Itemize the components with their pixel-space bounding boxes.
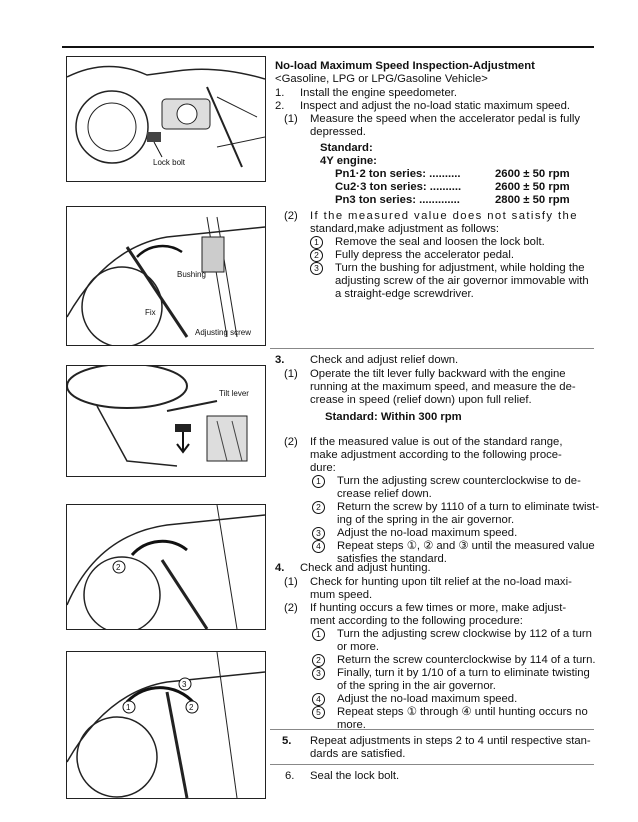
step-item-line: crease relief down.: [337, 488, 432, 500]
step-marker: [312, 527, 325, 541]
standard-value: 2600 ± 50 rpm: [495, 168, 570, 180]
step-2-sub1-line1: Measure the speed when the accelerator pedal is fully: [310, 113, 581, 125]
step-marker: [312, 667, 325, 681]
step-item-line: or more.: [337, 641, 380, 653]
step-2-sub1-line2: depressed.: [310, 126, 366, 138]
step-marker: [312, 706, 325, 720]
paragraph-line: If hunting occurs a few times or more, make adjust-: [310, 602, 567, 614]
step-marker: [312, 501, 325, 515]
figure-tilt-lever: [66, 365, 266, 477]
step-3-sub2-num: (2): [284, 436, 298, 448]
standard-label: Standard:: [320, 142, 373, 154]
divider-1: [270, 348, 594, 349]
section-title: No-load Maximum Speed Inspection-Adjustment: [275, 60, 535, 72]
step-2-sub2-line2: standard,make adjustment as follows:: [310, 223, 500, 235]
bushing-illustration: [67, 207, 265, 345]
standard-series: Pn3 ton series: .............: [335, 194, 460, 206]
figure-lock-bolt: [66, 56, 266, 182]
step-item-line: Turn the adjusting screw counterclockwise to de-: [337, 475, 581, 487]
step-3-num: 3.: [275, 354, 285, 366]
relief-adjust-illustration: [67, 505, 265, 629]
circled-number: 4: [312, 693, 325, 706]
step-2-sub2-line1: If the measured value does not satisfy the: [310, 210, 578, 222]
paragraph-line: If the measured value is out of the standard range,: [310, 436, 563, 448]
top-rule: [62, 46, 594, 48]
step-3-text: Check and adjust relief down.: [310, 354, 459, 366]
tilt-lever-illustration: [67, 366, 265, 476]
paragraph-line: make adjustment according to the following proce-: [310, 449, 562, 461]
circled-number: 3: [312, 667, 325, 680]
step-2-sub1-num: (1): [284, 113, 298, 125]
figure-relief-adjust: [66, 504, 266, 630]
circled-number: 4: [312, 540, 325, 553]
tilt-lever-label: Tilt lever: [219, 389, 249, 398]
circled-number: 5: [312, 706, 325, 719]
step-item-line: adjusting screw of the air governor immovable with: [335, 275, 589, 287]
circled-number: 2: [312, 501, 325, 514]
circled-number: 1: [310, 236, 323, 249]
step-item-line: a straight-edge screwdriver.: [335, 288, 474, 300]
step-item-line: Turn the adjusting screw clockwise by 112 of a turn: [337, 628, 592, 640]
step-marker: [310, 262, 323, 276]
step-3-sub1-num: (1): [284, 368, 298, 380]
paragraph-line: mum speed.: [310, 589, 373, 601]
divider-2: [270, 729, 594, 730]
paragraph-line: Repeat adjustments in steps 2 to 4 until respective stan-: [310, 735, 591, 747]
step-item-line: ing of the spring in the air governor.: [337, 514, 515, 526]
step-item-line: Adjust the no-load maximum speed.: [337, 693, 518, 705]
lock-bolt-illustration: [67, 57, 265, 181]
step-marker: [312, 654, 325, 668]
standard-value: 2600 ± 50 rpm: [495, 181, 570, 193]
step-marker: [312, 475, 325, 489]
figure-hunting-adjust: [66, 651, 266, 799]
paragraph-line: dure:: [310, 462, 336, 474]
paragraph-line: Check for hunting upon tilt relief at the no-load maxi-: [310, 576, 572, 588]
hunting-adjust-illustration: [67, 652, 265, 798]
paragraph-line: running at the maximum speed, and measure the de-: [310, 381, 576, 393]
bushing-label: Bushing: [177, 270, 206, 279]
circled-number: 3: [312, 527, 325, 540]
step-4-num: 4.: [275, 562, 285, 574]
circle-2b-label: 2: [189, 703, 194, 712]
step-4-sub1-num: (1): [284, 576, 298, 588]
step-item-line: Return the screw counterclockwise by 114 of a turn.: [337, 654, 596, 666]
step-item-line: Remove the seal and loosen the lock bolt.: [335, 236, 545, 248]
step-item-line: satisfies the standard.: [337, 553, 447, 565]
step-item-line: Adjust the no-load maximum speed.: [337, 527, 518, 539]
circle-2-label: 2: [116, 563, 121, 572]
circled-number: 2: [310, 249, 323, 262]
step-marker: [312, 628, 325, 642]
adjusting-screw-label: Adjusting screw: [195, 328, 252, 337]
step-6-num: 6.: [285, 770, 295, 782]
step-6-text: Seal the lock bolt.: [310, 770, 400, 782]
step-item-line: Turn the bushing for adjustment, while holding the: [335, 262, 585, 274]
step-3-standard: Standard: Within 300 rpm: [325, 411, 462, 423]
circled-number: 1: [312, 475, 325, 488]
step-marker: [312, 693, 325, 707]
engine-label: 4Y engine:: [320, 155, 377, 167]
step-item-line: of the spring in the air governor.: [337, 680, 496, 692]
step-item-line: Finally, turn it by 1/10 of a turn to eliminate twisting: [337, 667, 590, 679]
step-item-line: more.: [337, 719, 366, 731]
divider-3: [270, 764, 594, 765]
vehicle-types: <Gasoline, LPG or LPG/Gasoline Vehicle>: [275, 73, 488, 85]
step-1-num: 1.: [275, 87, 285, 99]
paragraph-line: ment according to the following procedure:: [310, 615, 523, 627]
step-4-text: Check and adjust hunting.: [300, 562, 431, 574]
standard-value: 2800 ± 50 rpm: [495, 194, 570, 206]
step-item-line: Repeat steps ①, ② and ③ until the measured value: [337, 540, 595, 552]
step-marker: [310, 249, 323, 263]
step-5-num: 5.: [282, 735, 292, 747]
step-1-text: Install the engine speedometer.: [300, 87, 458, 99]
step-item-line: Return the screw by 1110 of a turn to eliminate twist-: [337, 501, 600, 513]
step-2-sub2-num: (2): [284, 210, 298, 222]
paragraph-line: Operate the tilt lever fully backward with the engine: [310, 368, 566, 380]
standard-series: Pn1·2 ton series: ..........: [335, 168, 461, 180]
step-marker: [310, 236, 323, 250]
circle-1-label: 1: [126, 703, 131, 712]
step-marker: [312, 540, 325, 554]
paragraph-line: crease in speed (relief down) upon full relief.: [310, 394, 532, 406]
standard-series: Cu2·3 ton series: ..........: [335, 181, 462, 193]
lock-bolt-label: Lock bolt: [153, 158, 186, 167]
step-4-sub2-num: (2): [284, 602, 298, 614]
circled-number: 3: [310, 262, 323, 275]
step-item-line: Fully depress the accelerator pedal.: [335, 249, 514, 261]
circle-3-label: 3: [182, 680, 187, 689]
circled-number: 1: [312, 628, 325, 641]
circled-number: 2: [312, 654, 325, 667]
step-item-line: Repeat steps ① through ④ until hunting occurs no: [337, 706, 588, 718]
fix-label: Fix: [145, 308, 156, 317]
figure-bushing: [66, 206, 266, 346]
step-2-text: Inspect and adjust the no-load static maximum speed.: [300, 100, 571, 112]
paragraph-line: dards are satisfied.: [310, 748, 406, 760]
step-2-num: 2.: [275, 100, 285, 112]
